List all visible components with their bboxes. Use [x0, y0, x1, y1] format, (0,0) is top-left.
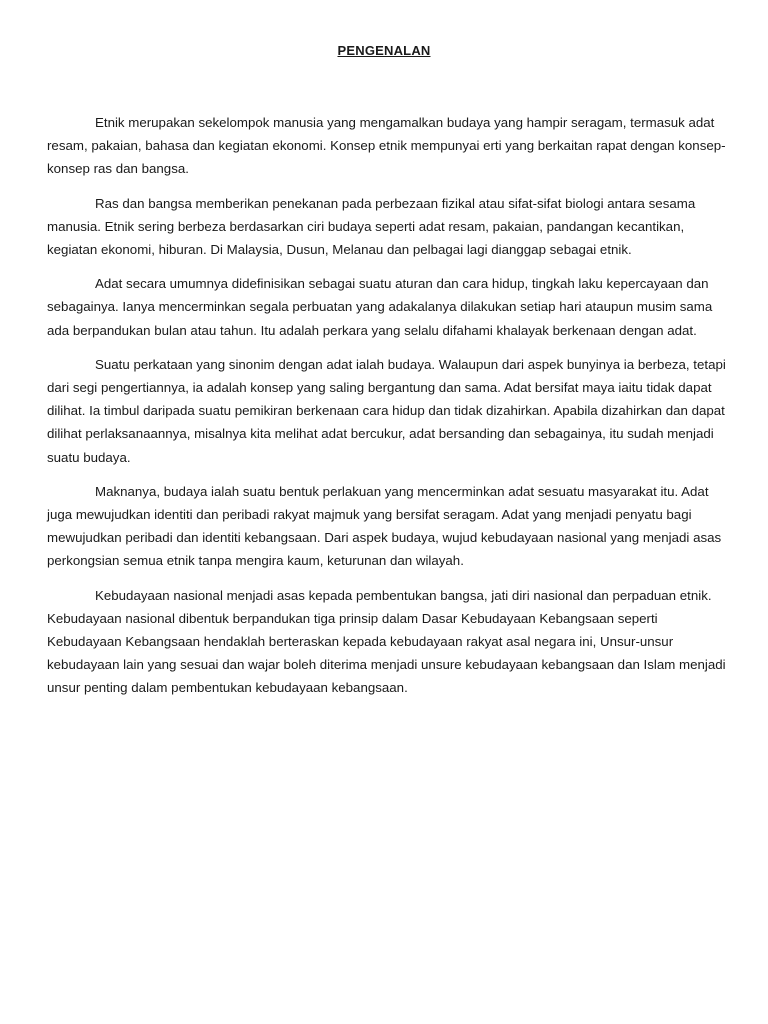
- paragraph-2: Ras dan bangsa memberikan penekanan pada perbezaan fizikal atau sifat-sifat biologi antara sesama manusia. Etnik sering berbeza berdasarkan ciri budaya seperti adat resam, pakaian, pandangan kecantikan, kegiatan ekonomi, hiburan. Di Malaysia, Dusun, Melanau dan pelbagai lagi dianggap sebagai etnik.: [47, 195, 696, 258]
- page-title: PENGENALAN: [337, 43, 431, 58]
- paragraph-5: Maknanya, budaya ialah suatu bentuk perlakuan yang mencerminkan adat sesuatu masyarakat itu. Adat juga mewujudkan identiti dan peribadi rakyat majmuk yang bersifat seragam. Adat yang menjadi penyatu bagi mewujudkan peribadi dan identiti kebangsaan. Dari aspek budaya, wujud kebudayaan nasional yang menjadi asas perkongsian semua etnik tanpa mengira kaum, keturunan dan wilayah.: [47, 483, 722, 569]
- paragraph-4: Suatu perkataan yang sinonim dengan adat ialah budaya. Walaupun dari aspek bunyinya ia berbeza, tetapi dari segi pengertiannya, ia adalah konsep yang saling bergantung dan sama. Adat bersifat maya iaitu tidak dapat dilihat. Ia timbul daripada suatu pemikiran berkenaan cara hidup dan tidak dizahirkan. Apabila dizahirkan dan dapat dilihat perlaksanaannya, misalnya kita melihat adat bercukur, adat bersanding dan sebagainya, itu sudah menjadi suatu budaya.: [47, 356, 726, 465]
- document-body: [47, 111, 727, 711]
- paragraph-3: Adat secara umumnya didefinisikan sebagai suatu aturan dan cara hidup, tingkah laku kepercayaan dan sebagainya. Ianya mencerminkan segala perbuatan yang adakalanya dilakukan setiap hari ataupun musim sama ada berpandukan bulan atau tahun. Itu adalah perkara yang selalu difahami khalayak berkenaan dengan adat.: [47, 276, 713, 338]
- paragraph-6: Kebudayaan nasional menjadi asas kepada pembentukan bangsa, jati diri nasional dan perpaduan etnik. Kebudayaan nasional dibentuk berpandukan tiga prinsip dalam Dasar Kebudayaan Kebangsaan seperti Kebudayaan Kebangsaan hendaklah berteraskan kepada kebudayaan rakyat asal negara ini, Unsur-unsur kebudayaan lain yang sesuai dan wajar boleh diterima menjadi unsure kebudayaan kebangsaan dan Islam menjadi unsur penting dalam pembentukan kebudayaan kebangsaan.: [47, 587, 726, 696]
- paragraph-1: Etnik merupakan sekelompok manusia yang mengamalkan budaya yang hampir seragam, termasuk adat resam, pakaian, bahasa dan kegiatan ekonomi. Konsep etnik mempunyai erti yang berkaitan rapat dengan konsep-konsep ras dan bangsa.: [47, 115, 726, 177]
